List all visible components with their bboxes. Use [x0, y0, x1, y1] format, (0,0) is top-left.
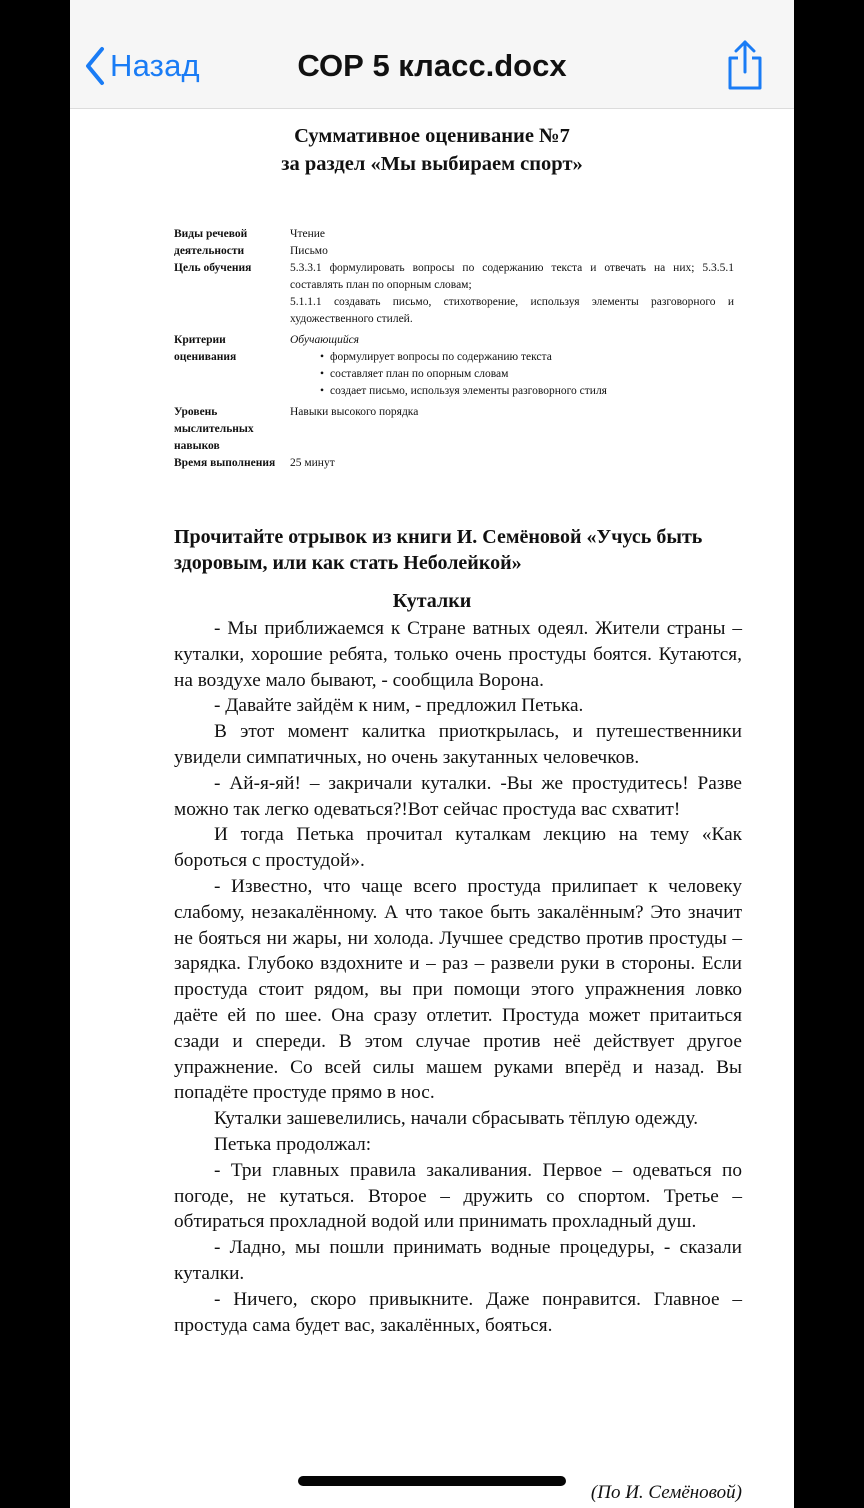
meta-value-line: Письмо: [290, 245, 328, 257]
share-icon: [726, 40, 764, 92]
meta-value-line: 5.1.1.1 создавать письмо, стихотворение, используя элементы разговорного и художественного стилей.: [290, 296, 734, 325]
title-line-2: за раздел «Мы выбираем спорт»: [281, 153, 583, 175]
criteria-list: [290, 349, 734, 400]
story-paragraph: - Известно, что чаще всего простуда прилипает к человеку слабому, незакалённому. А что такое быть закалённым? Это значит не бояться ни жары, ни холода. Лучшее средство против простуды – зарядка. Глубоко вздохните и – раз – развели руки в стороны. Если простуда стоит рядом, вы при помощи этого упражнения ловко даёте ей по шее. Она сразу отлетит. Простуда может притаиться сзади и спереди. В этом случае против неё действует другое упражнение. Со всей силы машем руками вперёд и назад. Вы попадёте простуде прямо в нос.: [174, 875, 742, 1104]
story-paragraph: Петька продолжал:: [214, 1133, 372, 1155]
story-title: Куталки: [392, 590, 472, 612]
story-paragraph: - Ай-я-яй! – закричали куталки. -Вы же простудитесь! Разве можно так легко одеваться?!Вот сейчас простуда вас схватит!: [174, 772, 742, 820]
meta-value-line: Чтение: [290, 228, 326, 240]
home-indicator[interactable]: [298, 1476, 566, 1486]
story-paragraph: - Ничего, скоро привыкните. Даже понравится. Главное – простуда сама будет вас, закалённых, бояться.: [174, 1288, 742, 1336]
story-paragraph: Куталки зашевелились, начали сбрасывать тёплую одежду.: [214, 1108, 699, 1130]
story-text: [174, 616, 742, 1338]
meta-row-criteria: [174, 332, 734, 400]
title-line-1: Суммативное оценивание №7: [294, 125, 570, 147]
navigation-bar: [70, 0, 794, 109]
file-title: СОР 5 класс.docx: [297, 48, 567, 83]
meta-value: 25 минут: [290, 457, 335, 469]
meta-row-goal: [174, 260, 734, 328]
criteria-item: • формулирует вопросы по содержанию текста: [320, 349, 734, 366]
meta-value-line: 5.3.3.1 формулировать вопросы по содержанию текста и отвечать на них; 5.3.5.1 составлять план по опорным словам;: [290, 262, 734, 291]
story-paragraph: - Три главных правила закаливания. Первое – одеваться по погоде, не кутаться. Второе – дружить со спортом. Третье – обтираться прохладной водой или принимать прохладный душ.: [174, 1159, 742, 1233]
story-paragraph: - Мы приближаемся к Стране ватных одеял. Жители страны – куталки, хорошие ребята, только очень простуды боятся. Кутаются, на воздухе мало бывают, - сообщила Ворона.: [174, 618, 742, 691]
meta-value: [290, 332, 734, 400]
meta-row-speech: [174, 226, 734, 260]
back-label: Назад: [110, 48, 200, 83]
meta-label: Уровень мыслительных навыков: [174, 406, 254, 452]
story-paragraph: - Ладно, мы пошли принимать водные процедуры, - сказали куталки.: [174, 1237, 742, 1284]
meta-row-level: [174, 404, 734, 455]
meta-value: [290, 260, 734, 328]
criteria-intro: Обучающийся: [290, 334, 360, 346]
story-paragraph: - Давайте зайдём к ним, - предложил Петька.: [214, 695, 584, 717]
meta-value: Навыки высокого порядка: [290, 406, 419, 418]
criteria-item: • составляет план по опорным словам: [320, 366, 734, 383]
meta-label: Время выполнения: [174, 457, 276, 469]
meta-label: Критерии оценивания: [174, 334, 237, 363]
author-attribution: (По И. Семёновой): [590, 1482, 742, 1503]
meta-label: Виды речевой деятельности: [174, 228, 248, 257]
story-paragraph: В этот момент калитка приоткрылась, и путешественники увидели симпатичных, но очень закутанных человечков.: [174, 721, 742, 768]
assessment-info-table: [174, 226, 734, 472]
share-button[interactable]: [726, 40, 764, 97]
task-instruction: Прочитайте отрывок из книги И. Семёновой «Учусь быть здоровым, или как стать Неболейкой»: [174, 526, 703, 574]
story-paragraph: И тогда Петька прочитал куталкам лекцию на тему «Как бороться с простудой».: [174, 824, 742, 872]
meta-label: Цель обучения: [174, 262, 252, 274]
meta-value: [290, 226, 734, 260]
document-viewer: [70, 0, 794, 1508]
criteria-item: • создает письмо, используя элементы разговорного стиля: [320, 383, 734, 400]
meta-row-time: [174, 455, 734, 472]
document-title: [70, 122, 794, 178]
